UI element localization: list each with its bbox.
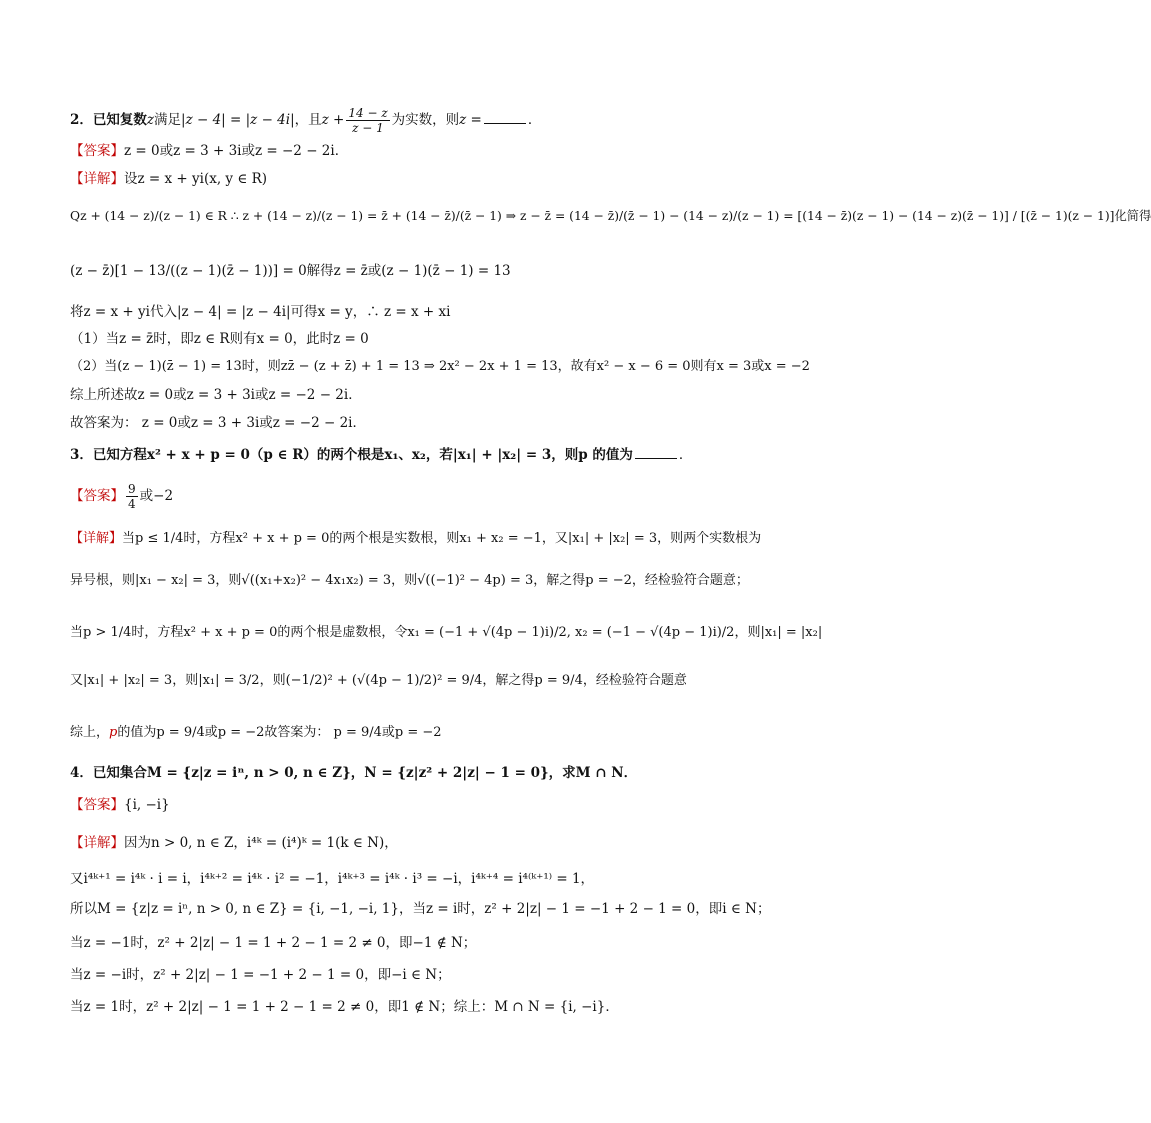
q3-stem: 3．已知方程x² + x + p = 0（p ∈ R）的两个根是x₁、x₂，若|x₁| + |x₂| = 3，则p 的值为 ． (70, 447, 693, 463)
detail-tag: 【详解】 (70, 835, 124, 851)
q4-answer: 【答案】{i, −i} (70, 797, 170, 813)
q2-final: 故答案为： z = 0或z = 3 + 3i或z = −2 − 2i． (70, 415, 366, 431)
q2-summary: 综上所述故z = 0或z = 3 + 3i或z = −2 − 2i． (70, 387, 362, 403)
q4-detail-3: 所以M = {z|z = iⁿ, n > 0, n ∈ Z} = {i, −1, −i, 1}，当z = i时，z² + 2|z| − 1 = −1 + 2 − 1 = 0，即i ∈ N； (70, 901, 771, 917)
q4-detail-6: 当z = 1时，z² + 2|z| − 1 = 1 + 2 − 1 = 2 ≠ 0，即1 ∉ N；综上：M ∩ N = {i, −i}． (70, 999, 619, 1015)
q2-text-1: 2．已知复数 (70, 112, 147, 128)
q2-derivation-2: (z − z̄)[1 − 13/((z − 1)(z̄ − 1))] = 0解得z = z̄或(z − 1)(z̄ − 1) = 13 (70, 263, 511, 279)
q3-detail-3: 当p > 1/4时，方程x² + x + p = 0的两个根是虚数根，令x₁ = (−1 + √(4p − 1)i)/2, x₂ = (−1 − √(4p − 1)i)/2，则|x₁| = |x₂| (70, 625, 823, 640)
q4-detail-5: 当z = −i时，z² + 2|z| − 1 = −1 + 2 − 1 = 0，即−i ∈ N； (70, 967, 451, 983)
answer-body: z = 0或z = 3 + 3i或z = −2 − 2i． (124, 143, 349, 159)
answer-tag: 【答案】 (70, 797, 124, 813)
q3-detail-1: 【详解】当p ≤ 1/4时，方程x² + x + p = 0的两个根是实数根，则x₁ + x₂ = −1，又|x₁| + |x₂| = 3，则两个实数根为 (70, 531, 762, 546)
detail-tag: 【详解】 (70, 171, 124, 187)
q4-detail-4: 当z = −1时，z² + 2|z| − 1 = 1 + 2 − 1 = 2 ≠ 0，即−1 ∉ N； (70, 935, 477, 951)
fraction: $\frac{9}{4}$ (128, 482, 136, 511)
q3-detail-5: 综上，p的值为p = 9/4或p = −2故答案为： p = 9/4或p = −2 (70, 725, 442, 740)
answer-tag: 【答案】 (70, 488, 124, 504)
answer-blank (484, 111, 526, 124)
answer-tag: 【答案】 (70, 143, 124, 159)
q3-detail-4: 又|x₁| + |x₂| = 3，则|x₁| = 3/2，则(−1/2)² + (√(4p − 1)/2)² = 9/4，解之得p = 9/4，经检验符合题意 (70, 673, 687, 688)
q4-detail-2: 又i⁴ᵏ⁺¹ = i⁴ᵏ · i = i，i⁴ᵏ⁺² = i⁴ᵏ · i² = −1，i⁴ᵏ⁺³ = i⁴ᵏ · i³ = −i，i⁴ᵏ⁺⁴ = i⁴⁽ᵏ⁺¹⁾ = 1， (70, 871, 595, 887)
q2-case-1: （1）当z = z̄时，即z ∈ R则有x = 0，此时z = 0 (70, 331, 369, 347)
q2-answer (70, 142, 742, 160)
fraction: $\frac{14 - z}{z - 1}$ (348, 106, 388, 135)
detail-tag: 【详解】 (70, 531, 123, 546)
q4-detail-1: 【详解】因为n > 0, n ∈ Z，i⁴ᵏ = (i⁴)ᵏ = 1(k ∈ N)， (70, 835, 398, 851)
q2-derivation-1: Qz + (14 − z)/(z − 1) ∈ R ∴ z + (14 − z)/(z − 1) = z̄ + (14 − z̄)/(z̄ − 1) ⇒ z − z̄ = (14 − z̄)/(z̄ − 1) − (14 − z)/(z − 1) = [(14 − z̄)(z − 1) − (14 − z)(z̄ − 1)] / [(z̄ − 1)(z − 1)]化简得 (70, 209, 1151, 223)
q2-stem: 2．已知复数z满足|z − 4| = |z − 4i|，且z + $\frac{14 - z}{z - 1}$ 为实数，则z = ． (70, 106, 542, 135)
answer-blank (635, 446, 677, 459)
q3-answer: 【答案】 $\frac{9}{4}$ 或−2 (70, 482, 174, 511)
q4-stem: 4．已知集合M = {z|z = iⁿ, n > 0, n ∈ Z}，N = {z|z² + 2|z| − 1 = 0}，求M ∩ N． (70, 765, 638, 781)
q2-detail-head: 【详解】设z = x + yi(x, y ∈ R) (70, 171, 268, 187)
q3-detail-2: 异号根，则|x₁ − x₂| = 3，则√((x₁+x₂)² − 4x₁x₂) = 3，则√((−1)² − 4p) = 3，解之得p = −2，经检验符合题意； (70, 573, 749, 588)
q2-derivation-3: 将z = x + yi代入|z − 4| = |z − 4i|可得x = y，∴ z = x + xi (70, 304, 451, 320)
q2-case-2: （2）当(z − 1)(z̄ − 1) = 13时，则zz̄ − (z + z̄) + 1 = 13 ⇒ 2x² − 2x + 1 = 13，故有x² − x − 6 = 0则有x = 3或x = −2 (70, 359, 810, 374)
